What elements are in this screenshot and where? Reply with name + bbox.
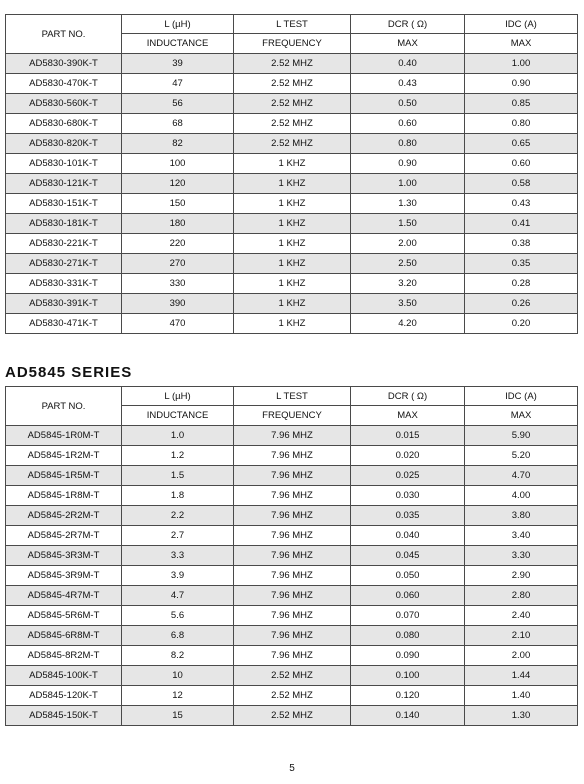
part-number-cell: AD5830-331K-T xyxy=(6,274,122,294)
test-frequency-cell: 7.96 MHZ xyxy=(234,626,351,646)
inductance-cell: 1.8 xyxy=(122,486,234,506)
table-row xyxy=(6,626,578,646)
inductance-cell: 390 xyxy=(122,294,234,314)
dcr-cell: 3.50 xyxy=(351,294,465,314)
header-inductance: INDUCTANCE xyxy=(122,406,234,426)
table-row xyxy=(6,586,578,606)
table-row xyxy=(6,486,578,506)
table-row xyxy=(6,234,578,254)
test-frequency-cell: 7.96 MHZ xyxy=(234,506,351,526)
test-frequency-cell: 7.96 MHZ xyxy=(234,526,351,546)
table-row xyxy=(6,174,578,194)
idc-cell: 0.38 xyxy=(465,234,578,254)
test-frequency-cell: 7.96 MHZ xyxy=(234,546,351,566)
table-row xyxy=(6,446,578,466)
header-l-test: L TEST xyxy=(234,15,351,34)
table-row xyxy=(6,74,578,94)
test-frequency-cell: 7.96 MHZ xyxy=(234,606,351,626)
idc-cell: 1.44 xyxy=(465,666,578,686)
ad5830-table-body xyxy=(6,54,578,334)
part-number-cell: AD5830-391K-T xyxy=(6,294,122,314)
part-number-cell: AD5845-100K-T xyxy=(6,666,122,686)
dcr-cell: 0.120 xyxy=(351,686,465,706)
table-row xyxy=(6,526,578,546)
header-idc: IDC (A) xyxy=(465,15,578,34)
idc-cell: 2.90 xyxy=(465,566,578,586)
inductance-cell: 330 xyxy=(122,274,234,294)
test-frequency-cell: 7.96 MHZ xyxy=(234,646,351,666)
test-frequency-cell: 2.52 MHZ xyxy=(234,134,351,154)
part-number-cell: AD5830-101K-T xyxy=(6,154,122,174)
inductance-cell: 150 xyxy=(122,194,234,214)
header-inductance-unit: L (µH) xyxy=(122,15,234,34)
inductance-cell: 56 xyxy=(122,94,234,114)
test-frequency-cell: 2.52 MHZ xyxy=(234,54,351,74)
idc-cell: 0.26 xyxy=(465,294,578,314)
header-idc-max: MAX xyxy=(465,34,578,54)
part-number-cell: AD5830-470K-T xyxy=(6,74,122,94)
test-frequency-cell: 1 KHZ xyxy=(234,314,351,334)
ad5845-table-body xyxy=(6,426,578,726)
ad5830-spec-table xyxy=(5,14,578,334)
header-inductance-unit: L (µH) xyxy=(122,387,234,406)
table-row xyxy=(6,294,578,314)
table-row xyxy=(6,646,578,666)
idc-cell: 0.58 xyxy=(465,174,578,194)
idc-cell: 0.41 xyxy=(465,214,578,234)
idc-cell: 0.65 xyxy=(465,134,578,154)
table-row xyxy=(6,154,578,174)
dcr-cell: 0.015 xyxy=(351,426,465,446)
dcr-cell: 0.045 xyxy=(351,546,465,566)
idc-cell: 0.80 xyxy=(465,114,578,134)
inductance-cell: 6.8 xyxy=(122,626,234,646)
test-frequency-cell: 1 KHZ xyxy=(234,294,351,314)
part-number-cell: AD5845-4R7M-T xyxy=(6,586,122,606)
dcr-cell: 0.025 xyxy=(351,466,465,486)
idc-cell: 2.00 xyxy=(465,646,578,666)
inductance-cell: 470 xyxy=(122,314,234,334)
test-frequency-cell: 1 KHZ xyxy=(234,194,351,214)
dcr-cell: 1.30 xyxy=(351,194,465,214)
idc-cell: 3.40 xyxy=(465,526,578,546)
header-frequency: FREQUENCY xyxy=(234,406,351,426)
header-dcr-max: MAX xyxy=(351,34,465,54)
dcr-cell: 0.43 xyxy=(351,74,465,94)
test-frequency-cell: 7.96 MHZ xyxy=(234,466,351,486)
dcr-cell: 3.20 xyxy=(351,274,465,294)
test-frequency-cell: 2.52 MHZ xyxy=(234,94,351,114)
table-row xyxy=(6,314,578,334)
table-row xyxy=(6,194,578,214)
test-frequency-cell: 1 KHZ xyxy=(234,154,351,174)
idc-cell: 2.10 xyxy=(465,626,578,646)
test-frequency-cell: 7.96 MHZ xyxy=(234,426,351,446)
part-number-cell: AD5845-3R3M-T xyxy=(6,546,122,566)
part-number-cell: AD5845-3R9M-T xyxy=(6,566,122,586)
inductance-cell: 12 xyxy=(122,686,234,706)
idc-cell: 3.80 xyxy=(465,506,578,526)
dcr-cell: 0.80 xyxy=(351,134,465,154)
idc-cell: 0.28 xyxy=(465,274,578,294)
inductance-cell: 2.7 xyxy=(122,526,234,546)
inductance-cell: 4.7 xyxy=(122,586,234,606)
part-number-cell: AD5830-221K-T xyxy=(6,234,122,254)
part-number-cell: AD5845-2R7M-T xyxy=(6,526,122,546)
inductance-cell: 100 xyxy=(122,154,234,174)
idc-cell: 0.20 xyxy=(465,314,578,334)
table-row xyxy=(6,214,578,234)
part-number-cell: AD5845-150K-T xyxy=(6,706,122,726)
inductance-cell: 2.2 xyxy=(122,506,234,526)
table-row xyxy=(6,134,578,154)
page-number: 5 xyxy=(289,763,295,774)
inductance-cell: 68 xyxy=(122,114,234,134)
test-frequency-cell: 2.52 MHZ xyxy=(234,114,351,134)
part-number-cell: AD5830-820K-T xyxy=(6,134,122,154)
dcr-cell: 2.00 xyxy=(351,234,465,254)
dcr-cell: 1.50 xyxy=(351,214,465,234)
table-row xyxy=(6,466,578,486)
dcr-cell: 2.50 xyxy=(351,254,465,274)
dcr-cell: 0.060 xyxy=(351,586,465,606)
part-number-cell: AD5845-1R5M-T xyxy=(6,466,122,486)
header-dcr: DCR ( Ω) xyxy=(351,15,465,34)
test-frequency-cell: 1 KHZ xyxy=(234,254,351,274)
table-row xyxy=(6,706,578,726)
dcr-cell: 1.00 xyxy=(351,174,465,194)
dcr-cell: 0.050 xyxy=(351,566,465,586)
inductance-cell: 120 xyxy=(122,174,234,194)
idc-cell: 2.40 xyxy=(465,606,578,626)
test-frequency-cell: 2.52 MHZ xyxy=(234,74,351,94)
test-frequency-cell: 1 KHZ xyxy=(234,274,351,294)
part-number-cell: AD5830-151K-T xyxy=(6,194,122,214)
inductance-cell: 3.3 xyxy=(122,546,234,566)
table-row xyxy=(6,274,578,294)
table-row xyxy=(6,506,578,526)
table-row xyxy=(6,666,578,686)
table-row xyxy=(6,686,578,706)
idc-cell: 2.80 xyxy=(465,586,578,606)
inductance-cell: 1.0 xyxy=(122,426,234,446)
inductance-cell: 8.2 xyxy=(122,646,234,666)
idc-cell: 4.00 xyxy=(465,486,578,506)
dcr-cell: 0.035 xyxy=(351,506,465,526)
test-frequency-cell: 1 KHZ xyxy=(234,174,351,194)
header-l-test: L TEST xyxy=(234,387,351,406)
table-row xyxy=(6,566,578,586)
inductance-cell: 220 xyxy=(122,234,234,254)
header-inductance: INDUCTANCE xyxy=(122,34,234,54)
inductance-cell: 15 xyxy=(122,706,234,726)
dcr-cell: 0.070 xyxy=(351,606,465,626)
table-row xyxy=(6,606,578,626)
part-number-cell: AD5830-560K-T xyxy=(6,94,122,114)
part-number-cell: AD5845-1R0M-T xyxy=(6,426,122,446)
dcr-cell: 0.40 xyxy=(351,54,465,74)
test-frequency-cell: 7.96 MHZ xyxy=(234,586,351,606)
inductance-cell: 1.2 xyxy=(122,446,234,466)
part-number-cell: AD5830-121K-T xyxy=(6,174,122,194)
dcr-cell: 0.100 xyxy=(351,666,465,686)
idc-cell: 1.00 xyxy=(465,54,578,74)
inductance-cell: 82 xyxy=(122,134,234,154)
ad5845-spec-table xyxy=(5,386,578,726)
inductance-cell: 180 xyxy=(122,214,234,234)
part-number-cell: AD5845-2R2M-T xyxy=(6,506,122,526)
dcr-cell: 0.020 xyxy=(351,446,465,466)
part-number-cell: AD5845-8R2M-T xyxy=(6,646,122,666)
idc-cell: 0.85 xyxy=(465,94,578,114)
dcr-cell: 0.90 xyxy=(351,154,465,174)
inductance-cell: 1.5 xyxy=(122,466,234,486)
dcr-cell: 0.60 xyxy=(351,114,465,134)
idc-cell: 5.90 xyxy=(465,426,578,446)
part-number-cell: AD5845-5R6M-T xyxy=(6,606,122,626)
idc-cell: 3.30 xyxy=(465,546,578,566)
idc-cell: 4.70 xyxy=(465,466,578,486)
part-number-cell: AD5830-390K-T xyxy=(6,54,122,74)
idc-cell: 0.35 xyxy=(465,254,578,274)
dcr-cell: 0.50 xyxy=(351,94,465,114)
header-idc: IDC (A) xyxy=(465,387,578,406)
part-number-cell: AD5830-471K-T xyxy=(6,314,122,334)
inductance-cell: 47 xyxy=(122,74,234,94)
table-row xyxy=(6,254,578,274)
idc-cell: 0.60 xyxy=(465,154,578,174)
table-row xyxy=(6,426,578,446)
header-part-no: PART NO. xyxy=(6,387,122,426)
table-row xyxy=(6,546,578,566)
dcr-cell: 0.040 xyxy=(351,526,465,546)
idc-cell: 0.43 xyxy=(465,194,578,214)
header-part-no: PART NO. xyxy=(6,15,122,54)
test-frequency-cell: 1 KHZ xyxy=(234,234,351,254)
table-row xyxy=(6,54,578,74)
series-title-ad5845: AD5845 SERIES xyxy=(5,364,133,381)
test-frequency-cell: 2.52 MHZ xyxy=(234,686,351,706)
idc-cell: 1.40 xyxy=(465,686,578,706)
dcr-cell: 0.140 xyxy=(351,706,465,726)
idc-cell: 0.90 xyxy=(465,74,578,94)
dcr-cell: 4.20 xyxy=(351,314,465,334)
idc-cell: 1.30 xyxy=(465,706,578,726)
dcr-cell: 0.090 xyxy=(351,646,465,666)
test-frequency-cell: 2.52 MHZ xyxy=(234,666,351,686)
part-number-cell: AD5830-271K-T xyxy=(6,254,122,274)
part-number-cell: AD5830-680K-T xyxy=(6,114,122,134)
header-dcr-max: MAX xyxy=(351,406,465,426)
inductance-cell: 3.9 xyxy=(122,566,234,586)
part-number-cell: AD5830-181K-T xyxy=(6,214,122,234)
header-dcr: DCR ( Ω) xyxy=(351,387,465,406)
part-number-cell: AD5845-120K-T xyxy=(6,686,122,706)
dcr-cell: 0.030 xyxy=(351,486,465,506)
idc-cell: 5.20 xyxy=(465,446,578,466)
table-row xyxy=(6,114,578,134)
inductance-cell: 270 xyxy=(122,254,234,274)
test-frequency-cell: 2.52 MHZ xyxy=(234,706,351,726)
test-frequency-cell: 7.96 MHZ xyxy=(234,566,351,586)
part-number-cell: AD5845-1R2M-T xyxy=(6,446,122,466)
header-idc-max: MAX xyxy=(465,406,578,426)
inductance-cell: 10 xyxy=(122,666,234,686)
inductance-cell: 5.6 xyxy=(122,606,234,626)
test-frequency-cell: 7.96 MHZ xyxy=(234,446,351,466)
part-number-cell: AD5845-1R8M-T xyxy=(6,486,122,506)
header-frequency: FREQUENCY xyxy=(234,34,351,54)
part-number-cell: AD5845-6R8M-T xyxy=(6,626,122,646)
dcr-cell: 0.080 xyxy=(351,626,465,646)
inductance-cell: 39 xyxy=(122,54,234,74)
table-row xyxy=(6,94,578,114)
test-frequency-cell: 7.96 MHZ xyxy=(234,486,351,506)
test-frequency-cell: 1 KHZ xyxy=(234,214,351,234)
